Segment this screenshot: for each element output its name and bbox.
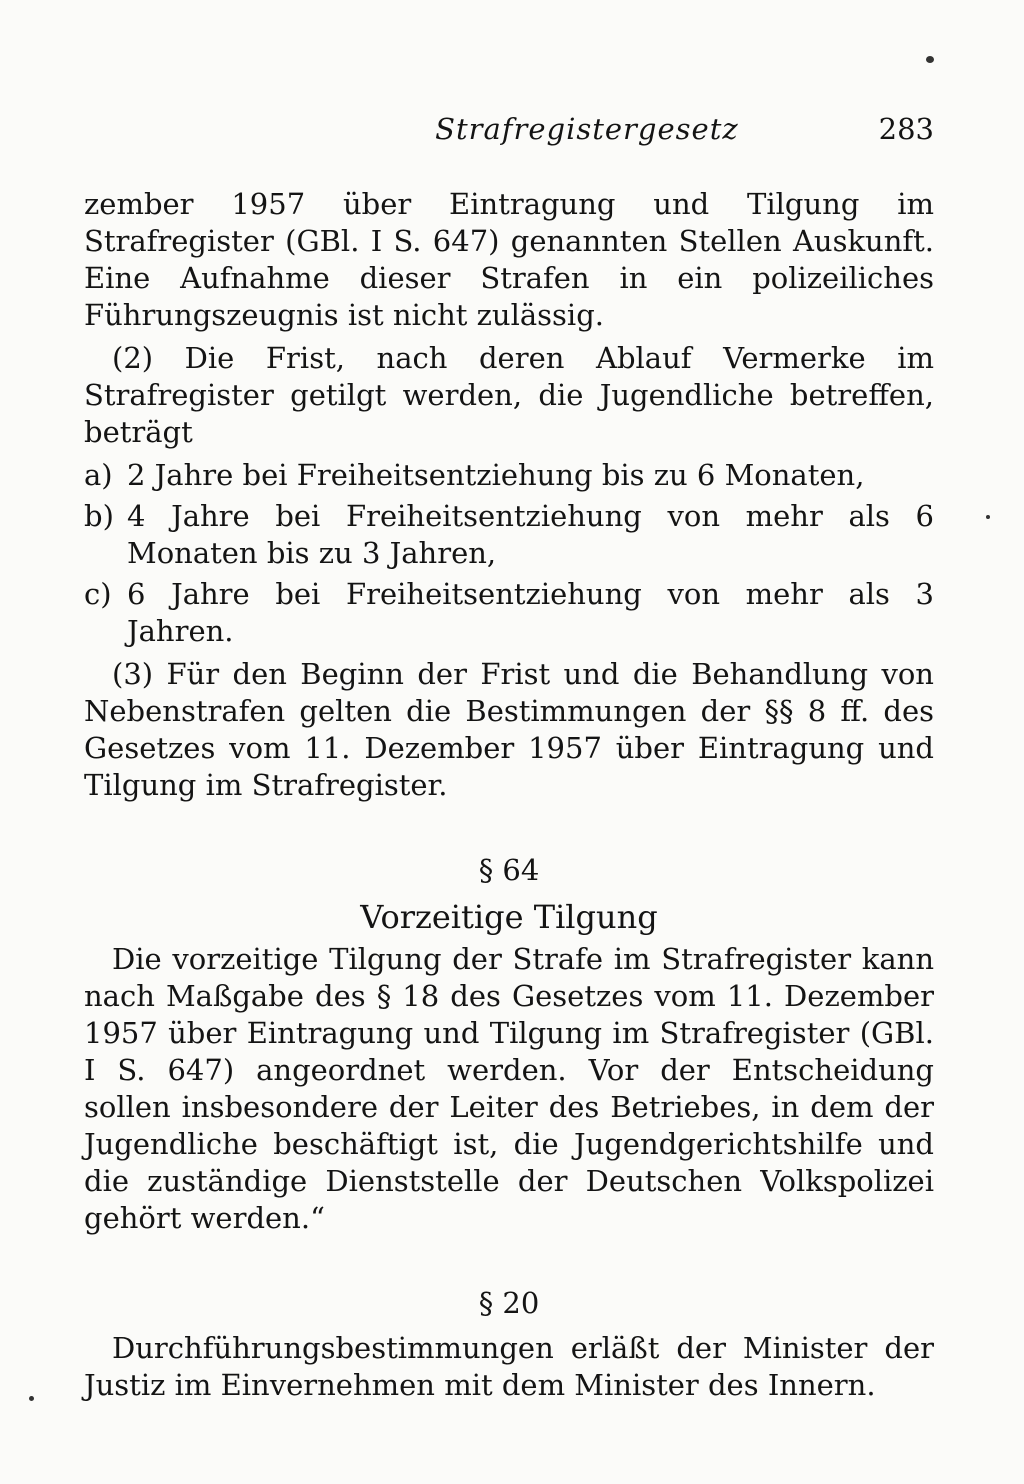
section-20-text: Durchführungsbestimmungen erläßt der Minister der Justiz im Einvernehmen mit dem Minister des Innern.: [84, 1331, 934, 1402]
ink-speck: [926, 56, 934, 63]
page-number: 283: [878, 112, 934, 146]
ink-speck: [986, 515, 990, 519]
paragraph-continuation: zember 1957 über Eintragung und Tilgung im Strafregister (GBl. I S. 647) genannten Stellen Auskunft. Eine Aufnahme dieser Strafen in ein polizeiliches Führungszeugnis ist nicht zulässig.: [84, 187, 934, 332]
list-item-text: 6 Jahre bei Freiheitsentziehung von mehr als 3 Jahren.: [127, 577, 934, 648]
running-title: Strafregistergesetz: [435, 112, 739, 146]
section-64-sign: § 64: [478, 853, 540, 887]
section-20-sign: § 20: [478, 1286, 540, 1320]
running-header: [84, 112, 934, 164]
list-item: [84, 576, 934, 650]
section-64-text: Die vorzeitige Tilgung der Strafe im Strafregister kann nach Maßgabe des § 18 des Gesetzes vom 11. Dezember 1957 über Eintragung und Tilgung im Strafregister (GBl. I S. 647) angeordnet werden. Vor der Entscheidung sollen insbesondere der Leiter des Betriebes, in dem der Jugendliche beschäftigt ist, die Jugendgerichtshilfe und die zuständige Dienststelle der Deutschen Volkspolizei gehört werden.“: [84, 942, 934, 1235]
list-item-text: 2 Jahre bei Freiheitsentziehung bis zu 6 Monaten,: [127, 458, 865, 492]
list-item: [84, 457, 934, 494]
paragraph-2: (2) Die Frist, nach deren Ablauf Vermerke im Strafregister getilgt werden, die Jugendliche betreffen, beträgt: [84, 341, 934, 449]
document-page: [84, 112, 934, 1404]
list-item-label: c): [84, 577, 112, 611]
list-item-label: b): [84, 499, 114, 533]
term-list: [84, 457, 934, 650]
list-item-text: 4 Jahre bei Freiheitsentziehung von mehr als 6 Monaten bis zu 3 Jahren,: [127, 499, 934, 570]
section-64-title: Vorzeitige Tilgung: [360, 898, 658, 936]
list-item-label: a): [84, 458, 113, 492]
paragraph-3: (3) Für den Beginn der Frist und die Behandlung von Nebenstrafen gelten die Bestimmungen der §§ 8 ff. des Gesetzes vom 11. Dezember 1957 über Eintragung und Tilgung im Strafregister.: [84, 657, 934, 802]
ink-speck: [29, 1396, 34, 1401]
list-item: [84, 498, 934, 572]
